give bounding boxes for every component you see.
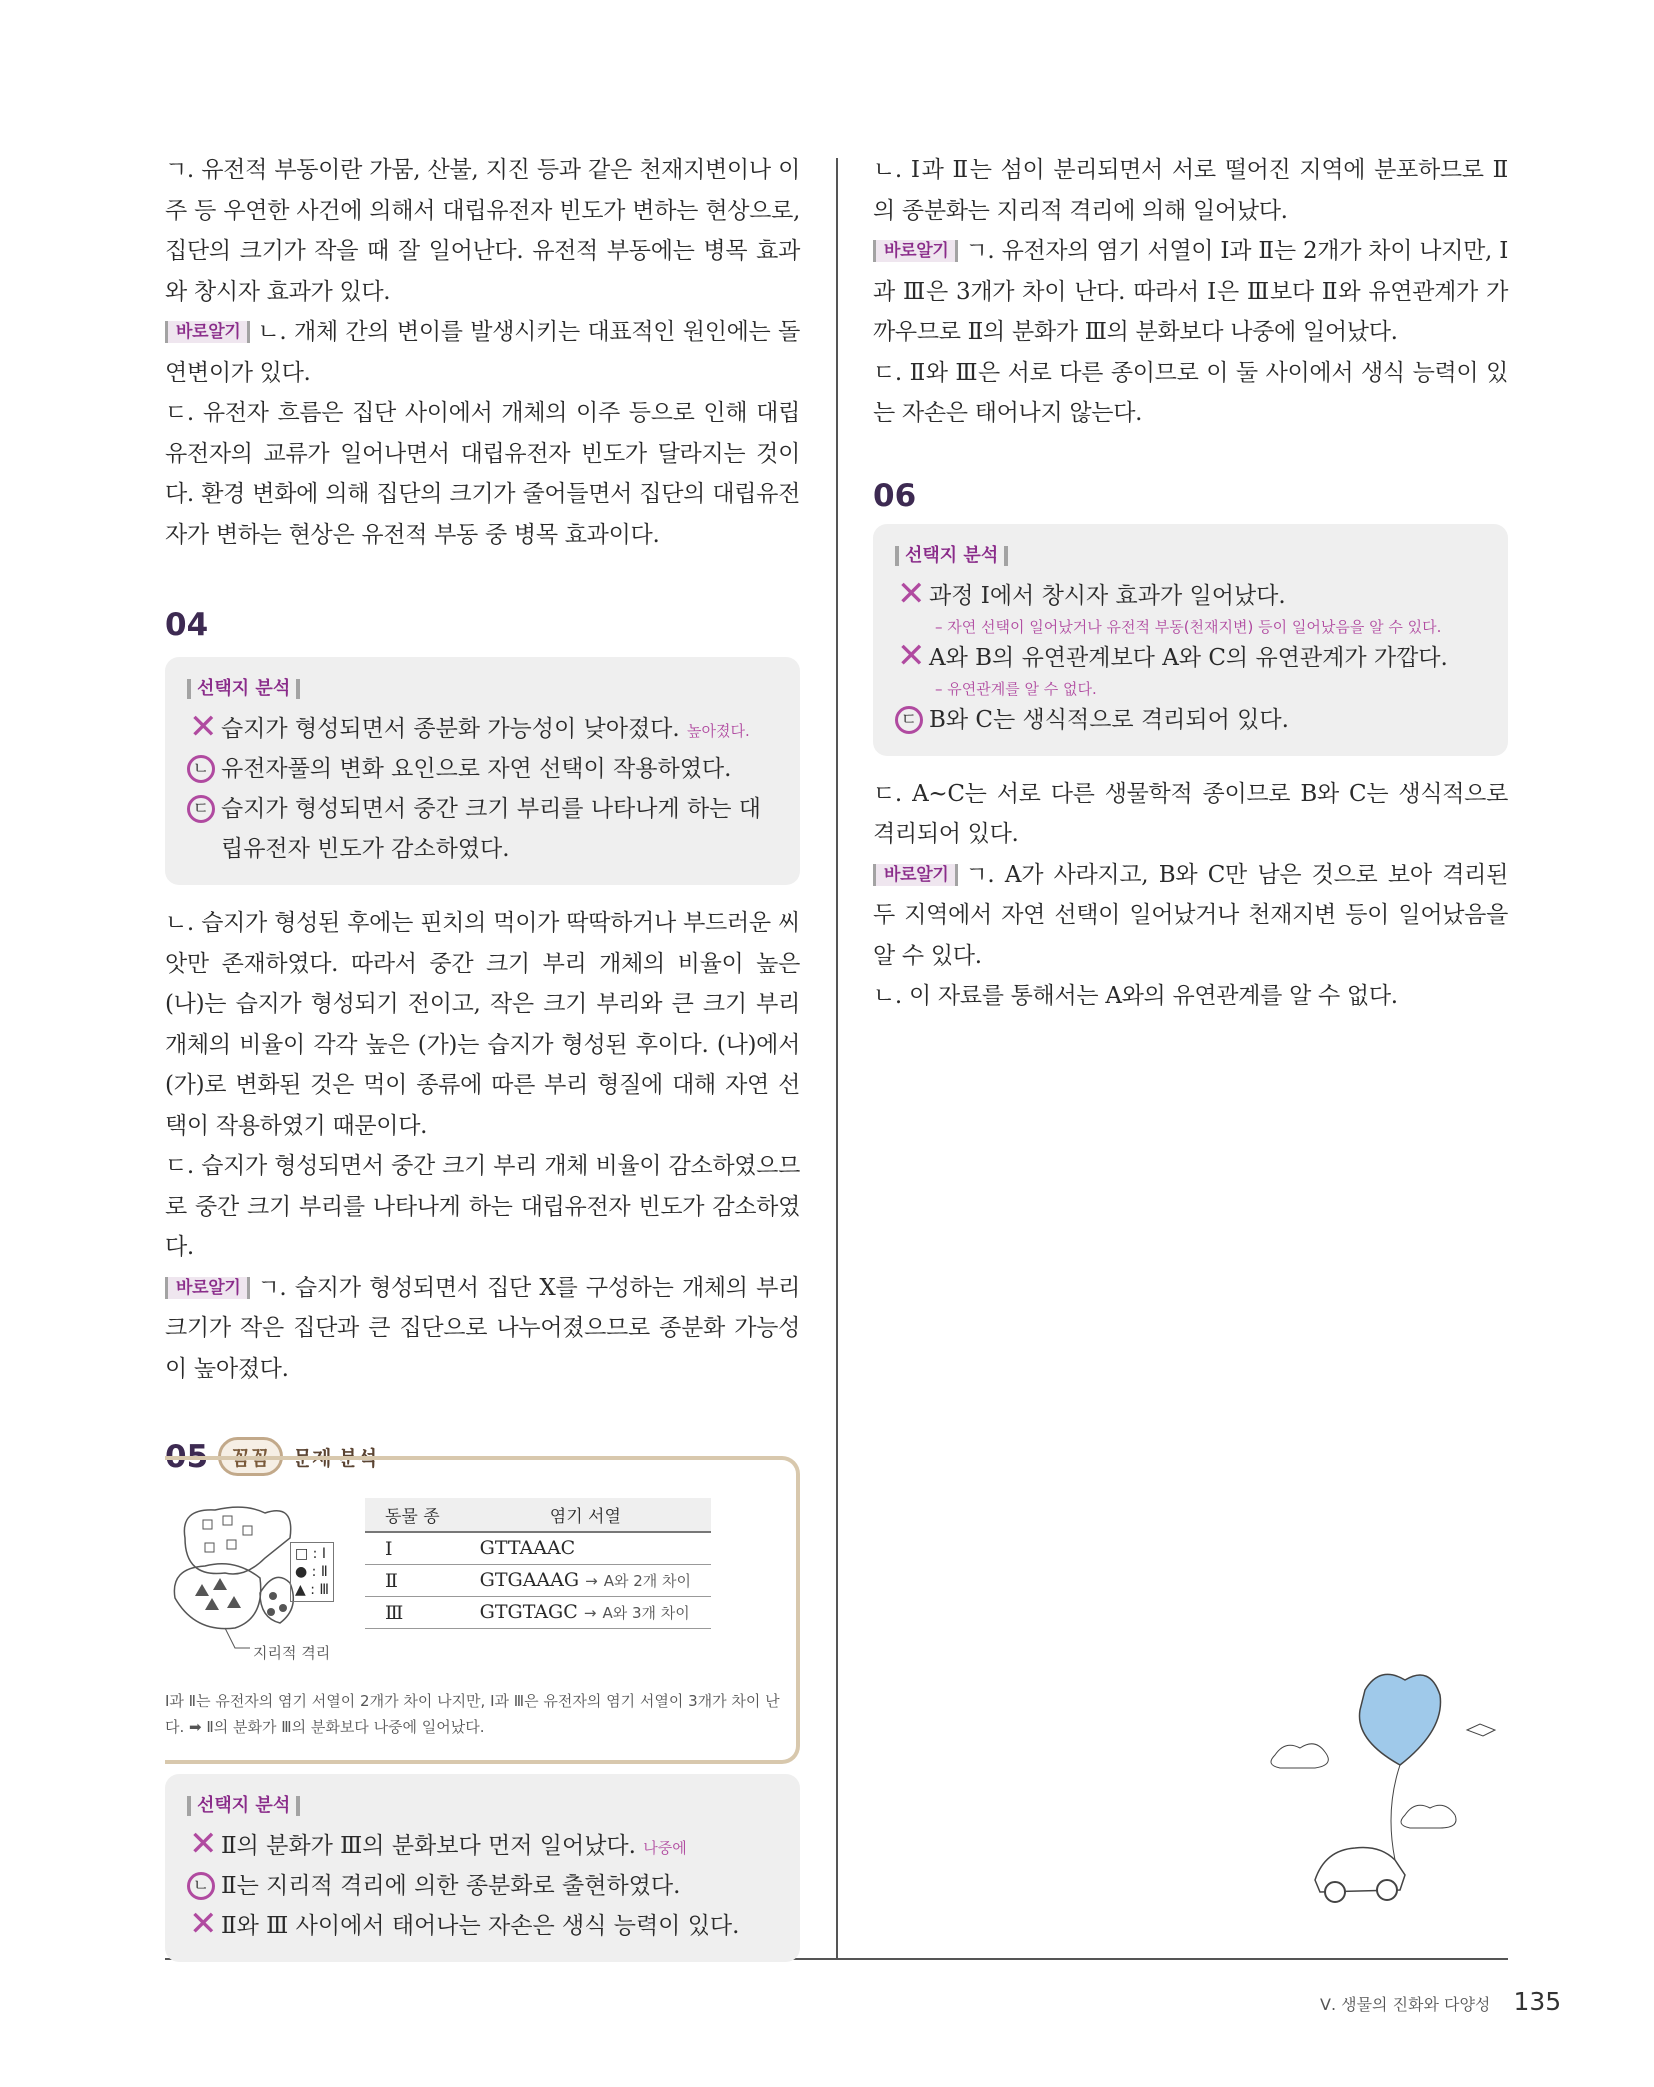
wrong-mark-icon: ✕: [897, 635, 926, 676]
q05-explanation-a: ㄴ. Ⅰ과 Ⅱ는 섬이 분리되면서 서로 떨어진 지역에 분포하므로 Ⅱ의 종분화는 지리적 격리에 의해 일어났다.: [873, 157, 1508, 224]
choice-analysis-04: [165, 657, 800, 885]
island-diagram-icon: [165, 1498, 365, 1658]
choice-item: ✕ 과정 Ⅰ에서 창시자 효과가 일어났다.: [897, 573, 1286, 614]
choice-item: ㄷ B와 C는 생식적으로 격리되어 있다.: [895, 700, 1486, 740]
q03-explanation-b: 바로알기 ㄴ. 개체 간의 변이를 발생시키는 대표적인 원인에는 돌연변이가 있다.: [165, 319, 800, 386]
left-column: [165, 150, 800, 1962]
wrong-mark-icon: ✕: [189, 707, 218, 747]
problem-analysis-label: 문제 분석: [292, 1446, 378, 1470]
correction-tag: 바로알기: [165, 321, 250, 343]
species-legend: □ : Ⅰ ● : Ⅱ ▲ : Ⅲ: [290, 1542, 334, 1602]
q03-explanation-a: ㄱ. 유전적 부동이란 가뭄, 산불, 지진 등과 같은 천재지변이나 이주 등 우연한 사건에 의해서 대립유전자 빈도가 변하는 현상으로, 집단의 크기가 작을 때 잘 일어난다. 유전적 부동에는 병목 효과와 창시자 효과가 있다.: [165, 157, 800, 305]
q04-explanation-b: ㄷ. 습지가 형성되면서 중간 크기 부리 개체 비율이 감소하였으므로 중간 크기 부리를 나타나게 하는 대립유전자 빈도가 감소하였다.: [165, 1153, 800, 1260]
balloon-car-illustration-icon: [1255, 1660, 1515, 1920]
correct-mark-icon: ㄷ: [187, 795, 215, 823]
sequence-table: 동물 종 염기 서열 Ⅰ GTTAAAC Ⅱ GTGAAAG → A와 2개 차이 Ⅲ GTGTAGC → A와 3개 차이: [365, 1498, 711, 1629]
column-divider: [836, 158, 838, 1958]
wrong-mark-icon: ✕: [189, 1904, 218, 1944]
choice-analysis-06: [873, 524, 1508, 756]
choice-analysis-heading: 선택지 분석: [895, 546, 1008, 566]
geographic-isolation-label: 지리적 격리: [253, 1644, 331, 1662]
correct-mark-icon: ㄷ: [895, 706, 923, 734]
table-row: Ⅲ GTGTAGC → A와 3개 차이: [365, 1597, 711, 1629]
correct-mark-icon: ㄴ: [187, 755, 215, 783]
question-number-06: 06: [873, 477, 917, 514]
question-number-05: 05: [165, 1438, 209, 1475]
q06-explanation-b: 바로알기 ㄱ. A가 사라지고, B와 C만 남은 것으로 보아 격리된 두 지역에서 자연 선택이 일어났거나 천재지변 등이 일어났음을 알 수 있다.: [873, 861, 1508, 969]
table-row: Ⅱ GTGAAAG → A와 2개 차이: [365, 1565, 711, 1597]
choice-analysis-heading: 선택지 분석: [187, 679, 300, 699]
section-title: Ⅴ. 생물의 진화와 다양성: [1320, 1995, 1491, 2014]
correction-tag: 바로알기: [873, 240, 958, 262]
choice-note: – 유연관계를 알 수 없다.: [935, 679, 1097, 698]
choice-analysis-heading: 선택지 분석: [187, 1796, 300, 1816]
choice-item: ㄴ 유전자풀의 변화 요인으로 자연 선택이 작용하였다.: [187, 749, 778, 789]
right-column: [873, 150, 1508, 1017]
q03-explanation-c: ㄷ. 유전자 흐름은 집단 사이에서 개체의 이주 등으로 인해 대립유전자의 교류가 일어나면서 대립유전자 빈도가 달라지는 것이다. 환경 변화에 의해 집단의 크기가 줄어들면서 집단의 대립유전자가 변하는 현상은 유전적 부동 중 병목 효과이다.: [165, 400, 800, 548]
q06-explanation-c: ㄴ. 이 자료를 통해서는 A와의 유연관계를 알 수 없다.: [873, 983, 1398, 1009]
q05-explanation-c: ㄷ. Ⅱ와 Ⅲ은 서로 다른 종이므로 이 둘 사이에서 생식 능력이 있는 자손은 태어나지 않는다.: [873, 359, 1508, 426]
choice-note: – 자연 선택이 일어났거나 유전적 부동(천재지변) 등이 일어났음을 알 수 있다.: [935, 617, 1442, 636]
q06-explanation-a: ㄷ. A~C는 서로 다른 생물학적 종이므로 B와 C는 생식적으로 격리되어 있다.: [873, 780, 1508, 847]
correction-tag: 바로알기: [165, 1277, 250, 1299]
choice-item: ✕ Ⅱ의 분화가 Ⅲ의 분화보다 먼저 일어났다. 나중에: [189, 1824, 687, 1864]
choice-item: ✕ Ⅱ와 Ⅲ 사이에서 태어나는 자손은 생식 능력이 있다.: [189, 1904, 740, 1944]
choice-item: ✕ 습지가 형성되면서 종분화 가능성이 낮아졌다. 높아졌다.: [189, 707, 750, 747]
choice-item: ㄴ Ⅱ는 지리적 격리에 의한 종분화로 출현하였다.: [187, 1866, 778, 1906]
detail-badge: 꼼꼼: [218, 1437, 283, 1476]
choice-analysis-05: [165, 1774, 800, 1962]
choice-item: ㄷ 습지가 형성되면서 중간 크기 부리를 나타나게 하는 대립유전자 빈도가 감소하였다.: [187, 789, 778, 869]
table-row: Ⅰ GTTAAAC: [365, 1532, 711, 1565]
page-number: 135: [1513, 1987, 1562, 2016]
q05-explanation-b: 바로알기 ㄱ. 유전자의 염기 서열이 Ⅰ과 Ⅱ는 2개가 차이 나지만, Ⅰ과 Ⅲ은 3개가 차이 난다. 따라서 Ⅰ은 Ⅲ보다 Ⅱ와 유연관계가 가까우므로 Ⅱ의 분화가 Ⅲ의 분화보다 나중에 일어났다.: [873, 238, 1508, 345]
correction-tag: 바로알기: [873, 864, 958, 886]
problem-analysis-summary: Ⅰ과 Ⅱ는 유전자의 염기 서열이 2개가 차이 나지만, Ⅰ과 Ⅲ은 유전자의 염기 서열이 3개가 차이 난다. ➡ Ⅱ의 분화가 Ⅲ의 분화보다 나중에 일어났다.: [165, 1692, 780, 1736]
q04-explanation-a: ㄴ. 습지가 형성된 후에는 핀치의 먹이가 딱딱하거나 부드러운 씨앗만 존재하였다. 따라서 중간 크기 부리 개체의 비율이 높은 (나)는 습지가 형성되기 전이고, 작은 크기 부리와 큰 크기 부리 개체의 비율이 각각 높은 (가)는 습지가 형성된 후이다. (나)에서 (가)로 변화된 것은 먹이 종류에 따른 부리 형질에 대해 자연 선택이 작용하였기 때문이다.: [165, 910, 800, 1139]
choice-item: ✕ A와 B의 유연관계보다 A와 C의 유연관계가 가깝다.: [897, 635, 1448, 676]
question-number-04: 04: [165, 607, 209, 643]
problem-analysis-box: [165, 1456, 800, 1764]
q04-explanation-c: 바로알기 ㄱ. 습지가 형성되면서 집단 X를 구성하는 개체의 부리 크기가 작은 집단과 큰 집단으로 나누어졌으므로 종분화 가능성이 높아졌다.: [165, 1274, 800, 1382]
wrong-mark-icon: ✕: [189, 1824, 218, 1864]
page-footer: [1320, 1987, 1561, 2016]
wrong-mark-icon: ✕: [897, 573, 926, 614]
correct-mark-icon: ㄴ: [187, 1872, 215, 1900]
